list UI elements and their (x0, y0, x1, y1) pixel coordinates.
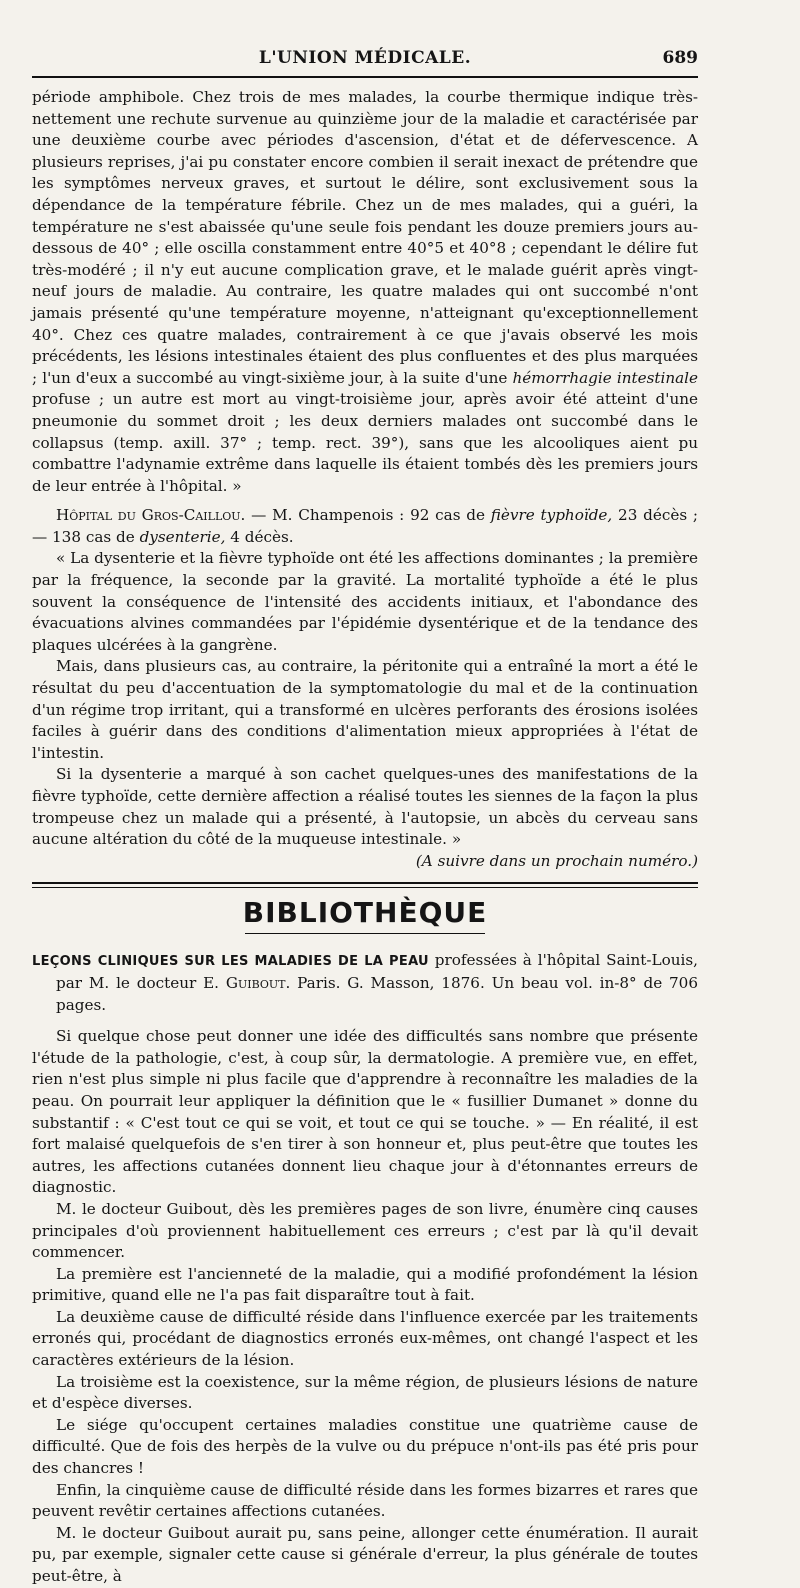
review-paragraph: Le siége qu'occupent certaines maladies constitue une quatrième cause de difficulté. Que de fois des herpès de la vulve ou du prépuce n'ont-ils pas été pris pour des chancres ! (32, 1415, 698, 1478)
page-number: 689 (662, 48, 698, 68)
book-title: LEÇONS CLINIQUES SUR LES MALADIES DE LA PEAU (32, 954, 429, 970)
page-header (32, 42, 698, 76)
header-rule (32, 76, 698, 78)
paragraph-dysentery-3: Si la dysenterie a marqué à son cachet quelques-unes des manifestations de la fièvre typhoïde, cette dernière affection a réalisé toutes les siennes de la façon la plus trompeuse chez un malade qui a présenté, à l'autopsie, un abcès du cerveau sans aucune altération du côté de la muqueuse intestinale. » (32, 765, 698, 849)
hospital-name: Hôpital du Gros-Caillou. (56, 506, 246, 525)
book-entry: LEÇONS CLINIQUES SUR LES MALADIES DE LA PEAU professées à l'hôpital Saint-Louis, par M. le docteur E. Guibout. Paris. G. Masson, 1876. Un beau vol. in-8° de 706 pages. (32, 951, 699, 1014)
paragraph-dysentery-2: Mais, dans plusieurs cas, au contraire, la péritonite qui a entraîné la mort a été le résultat du peu d'accentuation de la symptomatologie du mal et de la continuation d'un régime trop irritant, qui a transformé en ulcères perforants des érosions isolées faciles à guérir dans des conditions d'alimentation mieux appropriées à l'état de l'intestin. (32, 657, 698, 762)
section-divider (32, 882, 698, 888)
page-body (32, 87, 698, 1588)
review-paragraph: M. le docteur Guibout, dès les premières pages de son livre, énumère cinq causes principales d'où proviennent habituellement ces erreurs ; c'est par là qu'il devait commencer. (32, 1199, 698, 1262)
emphasis-hemorrhage: hémorrhagie intestinale (512, 368, 699, 387)
to-be-continued: (A suivre dans un prochain numéro.) (415, 851, 698, 870)
paragraph-fever-report: période amphibole. Chez trois de mes malades, la courbe thermique indique très-nettement une rechute survenue au quinzième jour de la maladie et caractérisée par une deuxième courbe avec périodes d'ascension, d'état et de défervescence. A plusieurs reprises, j'ai pu constater encore combien il serait inexact de prétendre que les symptômes nerveux graves, et surtout le délire, sont exclusivement sous la dépendance de la température fébrile. Chez un de mes malades, qui a guéri, la température ne s'est abaissée qu'une seule fois pendant les douze premiers jours au-dessous de 40° ; elle oscilla constamment entre 40°5 et 40°8 ; cependant le délire fut très-modéré ; il n'y eut aucune complication grave, et le malade guérit après vingt-neuf jours de maladie. Au contraire, les quatre malades qui ont succombé n'ont jamais présenté qu'une température moyenne, n'atteignant qu'exceptionnellement 40°. Chez ces quatre malades, contrairement à ce que j'avais observé les mois précédents, les lésions intestinales étaient des plus confluentes et des plus marquées ; l'un d'eux a succombé au vingt-sixième jour, à la suite d'une hémorrhagie intestinale profuse ; un autre est mort au vingt-troisième jour, après avoir été atteint d'une pneumonie du sommet droit ; les deux derniers malades ont succombé dans le collapsus (temp. axill. 37° ; temp. rect. 39°), sans que les alcooliques aient pu combattre l'adynamie extrême dans laquelle ils étaient tombés dès les premiers jours de leur entrée à l'hôpital. » (32, 88, 699, 495)
spacer (32, 1016, 698, 1026)
review-paragraph: Enfin, la cinquième cause de difficulté réside dans les formes bizarres et rares que peuvent revêtir certaines affections cutanées. (32, 1480, 698, 1521)
running-title: L'UNION MÉDICALE. (258, 48, 472, 68)
book-author: E. Guibout. (203, 973, 291, 992)
review-paragraph: M. le docteur Guibout aurait pu, sans peine, allonger cette énumération. Il aurait pu, par exemple, signaler cette cause si générale d'erreur, la plus générale de toutes peut-être, à (32, 1523, 698, 1585)
review-paragraph: La troisième est la coexistence, sur la même région, de plusieurs lésions de nature et d'espèce diverses. (32, 1372, 698, 1413)
review-paragraph: Si quelque chose peut donner une idée des difficultés sans nombre que présente l'étude de la pathologie, c'est, à coup sûr, la dermatologie. A première vue, en effet, rien n'est plus simple ni plus facile que d'apprendre à reconnaître les maladies de la peau. On pourrait leur appliquer la définition que le « fusillier Dumanet » donne du substantif : « C'est tout ce qui se voit, et tout ce qui se touche. » — En réalité, il est fort malaisé quelquefois de s'en tirer à son honneur et, plus peut-être que toutes les autres, les affections cutanées donnent lieu chaque jour à d'étonnantes erreurs de diagnostic. (32, 1027, 698, 1197)
review-paragraph: La première est l'ancienneté de la maladie, qui a modifié profondément la lésion primitive, quand elle ne l'a pas fait disparaître tout à fait. (32, 1264, 698, 1305)
paragraph-dysentery-1: « La dysenterie et la fièvre typhoïde ont été les affections dominantes ; la première par la fréquence, la seconde par la gravité. La mortalité typhoïde a été le plus souvent la conséquence de l'intensité des accidents initiaux, et l'abondance des évacuations alvines commandées par l'épidémie dysentérique et de la tendance des plaques ulcérées à la gangrène. (32, 549, 698, 654)
section-title: BIBLIOTHÈQUE (242, 896, 488, 930)
title-underline (245, 933, 485, 934)
hospital-report: Hôpital du Gros-Caillou. — M. Champenois : 92 cas de fièvre typhoïde, 23 décès ; — 138 cas de dysenterie, 4 décès. (32, 506, 699, 546)
review-paragraph: La deuxième cause de difficulté réside dans l'influence exercée par les traitements erronés qui, procédant de diagnostics erronés eux-mêmes, ont changé l'aspect et les caractères extérieurs de la lésion. (32, 1307, 698, 1370)
